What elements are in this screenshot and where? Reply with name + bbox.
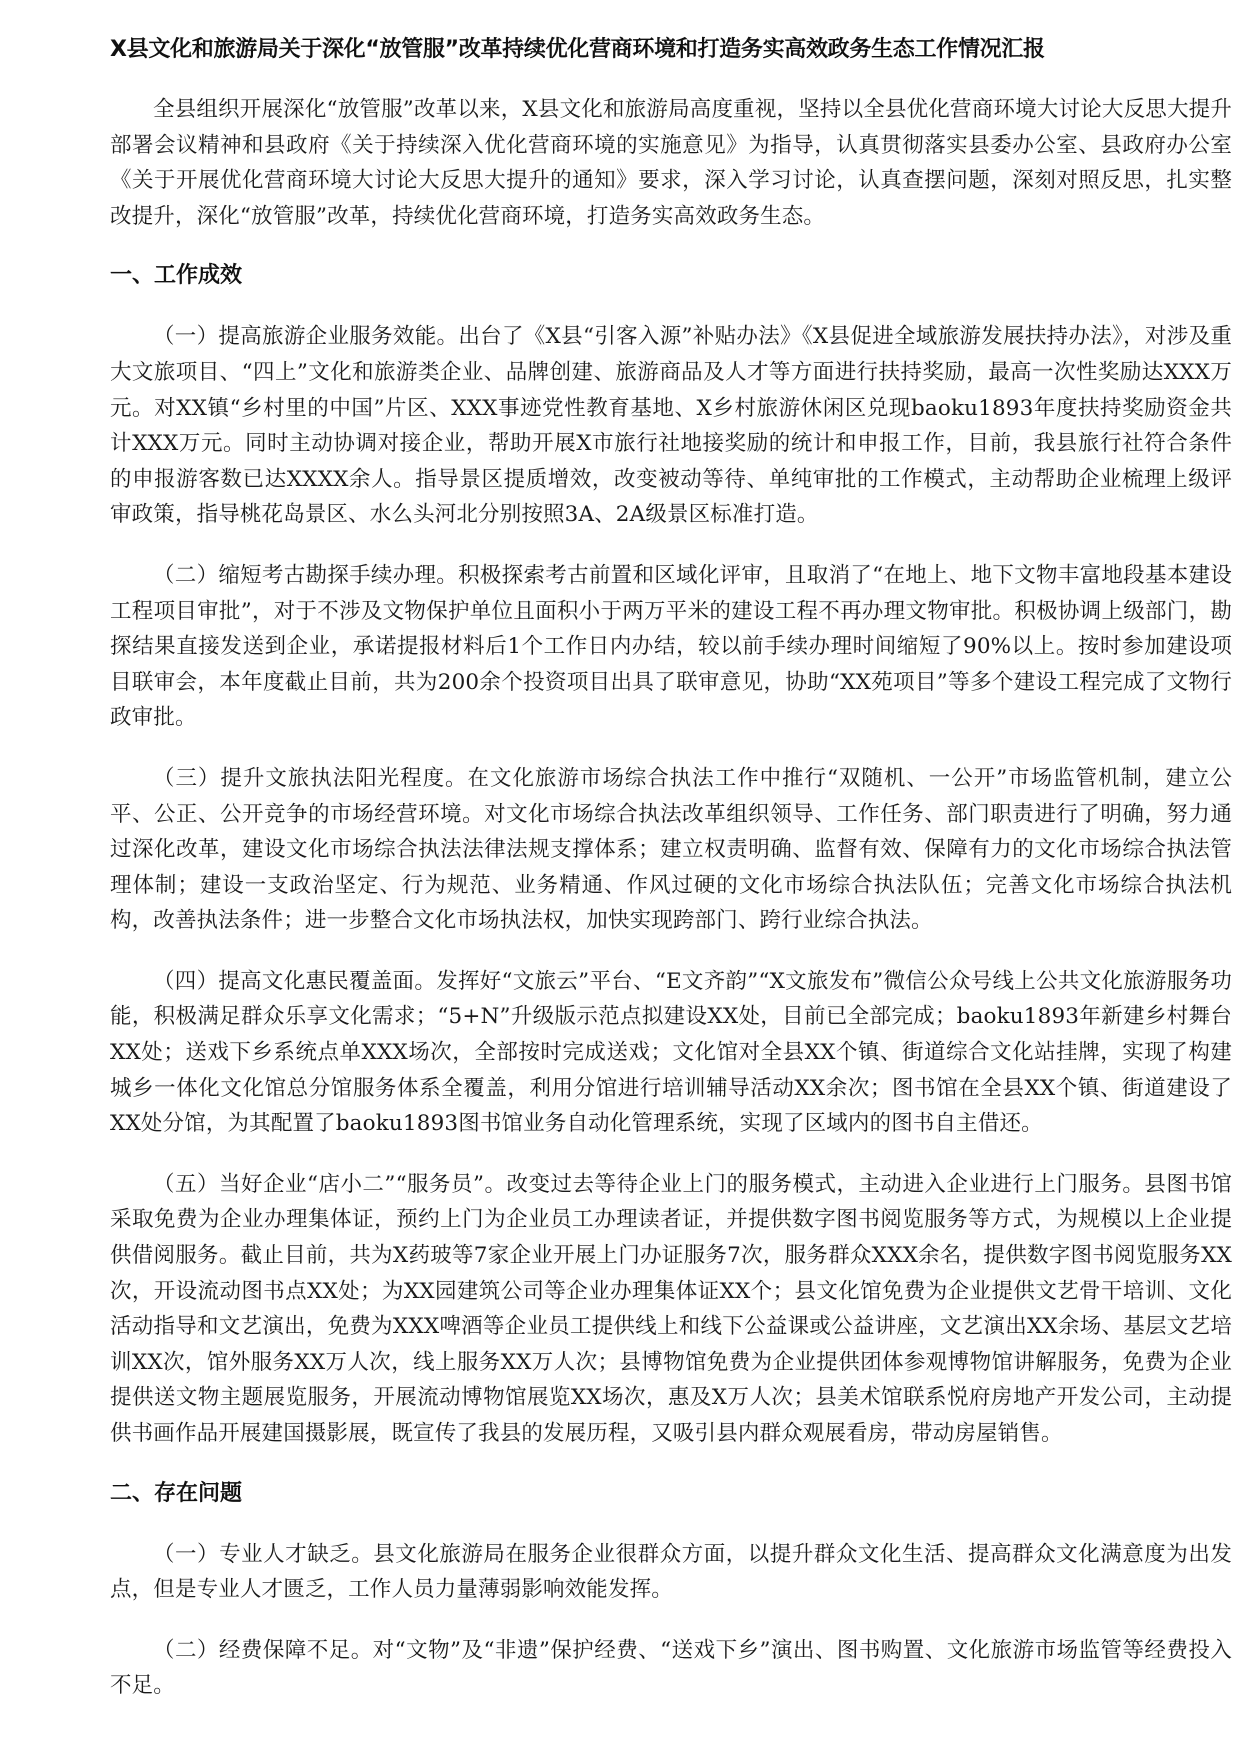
achievement-paragraph-1: （一）提高旅游企业服务效能。出台了《X县“引客入源”补贴办法》《X县促进全域旅游发展扶持办法》，对涉及重大文旅项目、“四上”文化和旅游类企业、品牌创建、旅游商品及人才等方面进行扶持奖励，最高一次性奖励达XXX万元。对XX镇“乡村里的中国”片区、XXX事迹党性教育基地、X乡村旅游休闲区兑现baoku1893年度扶持奖励资金共计XXX万元。同时主动协调对接企业，帮助开展X市旅行社地接奖励的统计和申报工作，目前，我县旅行社符合条件的申报游客数已达XXXX余人。指导景区提质增效，改变被动等待、单纯审批的工作模式，主动帮助企业梳理上级评审政策，指导桃花岛景区、水么头河北分别按照3A、2A级景区标准打造。	[110, 324, 1232, 528]
section-heading-problems: 二、存在问题	[110, 1480, 243, 1506]
achievement-paragraph-2: （二）缩短考古勘探手续办理。积极探索考古前置和区域化评审，且取消了“在地上、地下文物丰富地段基本建设工程项目审批”，对于不涉及文物保护单位且面积小于两万平米的建设工程不再办理文物审批。积极协调上级部门，勘探结果直接发送到企业，承诺提报材料后1个工作日内办结，较以前手续办理时间缩短了90%以上。按时参加建设项目联审会，本年度截止目前，共为200余个投资项目出具了联审意见，协助“XX苑项目”等多个建设工程完成了文物行政审批。	[110, 562, 1232, 731]
achievement-paragraph-5: （五）当好企业“店小二”“服务员”。改变过去等待企业上门的服务模式，主动进入企业进行上门服务。县图书馆采取免费为企业办理集体证，预约上门为企业员工办理读者证，并提供数字图书阅览服务等方式，为规模以上企业提供借阅服务。截止目前，共为X药玻等7家企业开展上门办证服务7次，服务群众XXX余名，提供数字图书阅览服务XX次，开设流动图书点XX处；为XX园建筑公司等企业办理集体证XX个；县文化馆免费为企业提供文艺骨干培训、文化活动指导和文艺演出，免费为XXX啤酒等企业员工提供线上和线下公益课或公益讲座，文艺演出XX余场、基层文艺培训XX次，馆外服务XX万人次，线上服务XX万人次；县博物馆免费为企业提供团体参观博物馆讲解服务，免费为企业提供送文物主题展览服务，开展流动博物馆展览XX场次，惠及X万人次；县美术馆联系悦府房地产开发公司，主动提供书画作品开展建国摄影展，既宣传了我县的发展历程，又吸引县内群众观展看房，带动房屋销售。	[110, 1171, 1232, 1446]
document-title: X县文化和旅游局关于深化“放管服”改革持续优化营商环境和打造务实高效政务生态工作情况汇报	[110, 37, 1045, 62]
achievement-paragraph-3: （三）提升文旅执法阳光程度。在文化旅游市场综合执法工作中推行“双随机、一公开”市场监管机制，建立公平、公正、公开竞争的市场经营环境。对文化市场综合执法改革组织领导、工作任务、部门职责进行了明确，努力通过深化改革，建设文化市场综合执法法律法规支撑体系；建立权责明确、监督有效、保障有力的文化市场综合执法管理体制；建设一支政治坚定、行为规范、业务精通、作风过硬的文化市场综合执法队伍；完善文化市场综合执法机构，改善执法条件；进一步整合文化市场执法权，加快实现跨部门、跨行业综合执法。	[110, 765, 1232, 934]
intro-paragraph: 全县组织开展深化“放管服”改革以来，X县文化和旅游局高度重视，坚持以全县优化营商环境大讨论大反思大提升部署会议精神和县政府《关于持续深入优化营商环境的实施意见》为指导，认真贯彻落实县委办公室、县政府办公室《关于开展优化营商环境大讨论大反思大提升的通知》要求，深入学习讨论，认真查摆问题，深刻对照反思，扎实整改提升，深化“放管服”改革，持续优化营商环境，打造务实高效政务生态。	[110, 97, 1232, 229]
problem-paragraph-2: （二）经费保障不足。对“文物”及“非遗”保护经费、“送戏下乡”演出、图书购置、文化旅游市场监管等经费投入不足。	[110, 1637, 1232, 1699]
achievement-paragraph-4: （四）提高文化惠民覆盖面。发挥好“文旅云”平台、“E文齐韵”“X文旅发布”微信公众号线上公共文化旅游服务功能，积极满足群众乐享文化需求；“5+N”升级版示范点拟建设XX处，目前已全部完成；baoku1893年新建乡村舞台XX处；送戏下乡系统点单XXX场次，全部按时完成送戏；文化馆对全县XX个镇、街道综合文化站挂牌，实现了构建城乡一体化文化馆总分馆服务体系全覆盖，利用分馆进行培训辅导活动XX余次；图书馆在全县XX个镇、街道建设了XX处分馆，为其配置了baoku1893图书馆业务自动化管理系统，实现了区域内的图书自主借还。	[110, 968, 1232, 1137]
problem-paragraph-1: （一）专业人才缺乏。县文化旅游局在服务企业很群众方面，以提升群众文化生活、提高群众文化满意度为出发点，但是专业人才匮乏，工作人员力量薄弱影响效能发挥。	[110, 1541, 1232, 1603]
section-heading-achievements: 一、工作成效	[110, 263, 243, 289]
